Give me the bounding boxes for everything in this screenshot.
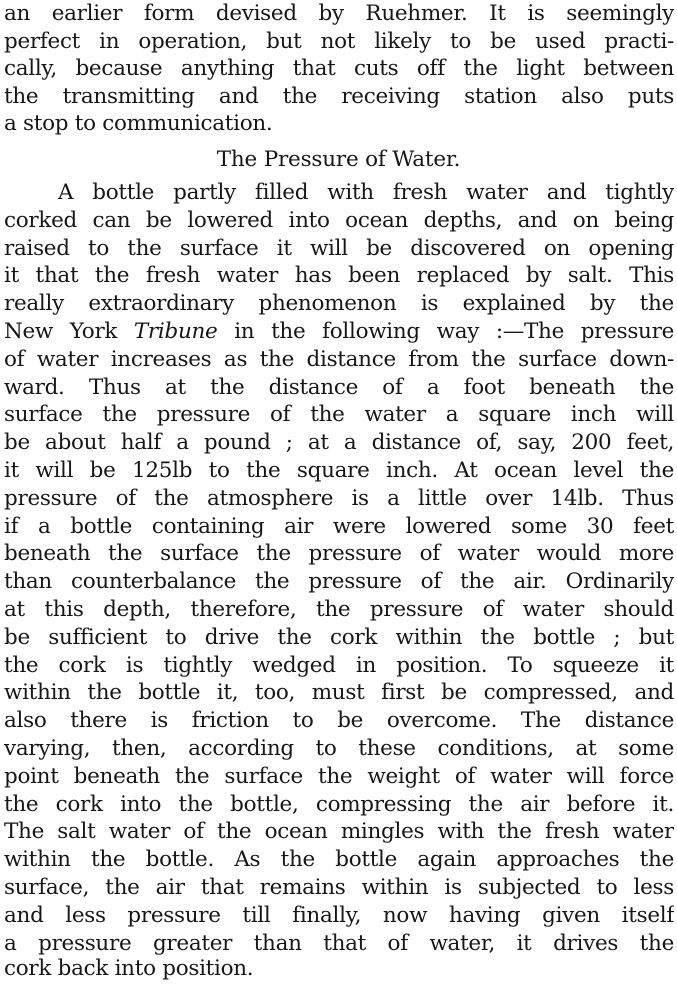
body-line-11: it will be 125lb to the square inch. At ocean level the xyxy=(4,458,674,483)
newspaper-title-tribune: Tribune xyxy=(133,319,218,344)
body-line-23: the cork into the bottle, compressing the air before it. xyxy=(4,791,674,817)
article-heading: The Pressure of Water. xyxy=(216,147,461,172)
body-line-6-post: in the following way :—The pressure xyxy=(217,319,674,344)
body-line-2: corked can be lowered into ocean depths, and on being xyxy=(4,207,674,233)
body-line-20: also there is friction to be overcome. The distance xyxy=(4,708,674,734)
body-line-9: surface the pressure of the water a square inch will xyxy=(4,402,674,428)
body-line-24: The salt water of the ocean mingles with the fresh water xyxy=(4,819,674,845)
body-line-3: raised to the surface it will be discovered on opening xyxy=(4,235,674,261)
intro-line-4: the transmitting and the receiving station also puts xyxy=(4,83,674,109)
body-line-16: at this depth, therefore, the pressure of water should xyxy=(4,597,674,622)
body-line-15: than counterbalance the pressure of the air. Ordinarily xyxy=(4,569,674,595)
body-line-29: cork back into position. xyxy=(4,956,254,981)
body-line-28: a pressure greater than that of water, it drives the xyxy=(4,930,674,956)
body-line-10: be about half a pound ; at a distance of, say, 200 feet, xyxy=(4,430,674,456)
body-line-12: pressure of the atmosphere is a little over 14lb. Thus xyxy=(4,485,674,511)
body-line-27: and less pressure till finally, now having given itself xyxy=(4,902,674,928)
body-line-19: within the bottle it, too, must first be compressed, and xyxy=(4,680,674,706)
body-line-7: of water increases as the distance from the surface down- xyxy=(4,346,674,372)
intro-line-5: a stop to communication. xyxy=(4,111,273,136)
body-line-21: varying, then, according to these conditions, at some xyxy=(4,736,674,761)
body-line-6-pre: New York xyxy=(4,319,134,344)
body-line-8: ward. Thus at the distance of a foot beneath the xyxy=(4,374,674,400)
body-line-17: be sufficient to drive the cork within the bottle ; but xyxy=(4,624,674,650)
body-line-18: the cork is tightly wedged in position. To squeeze it xyxy=(4,652,674,678)
intro-line-2: perfect in operation, but not likely to be used practi- xyxy=(4,28,674,54)
body-line-22: point beneath the surface the weight of water will force xyxy=(4,763,674,789)
body-line-26: surface, the air that remains within is subjected to less xyxy=(4,875,674,900)
intro-line-1: an earlier form devised by Ruehmer. It is seemingly xyxy=(4,1,674,26)
body-line-14: beneath the surface the pressure of water would more xyxy=(4,541,674,567)
body-line-25: within the bottle. As the bottle again approaches the xyxy=(4,847,674,873)
intro-line-3: cally, because anything that cuts off the light between xyxy=(4,56,674,81)
body-line-1: A bottle partly filled with fresh water and tightly xyxy=(58,180,674,205)
body-line-5: really extraordinary phenomenon is explained by the xyxy=(4,291,674,317)
body-line-6 xyxy=(4,318,674,346)
body-line-4: it that the fresh water has been replaced by salt. This xyxy=(4,263,674,289)
body-line-13: if a bottle containing air were lowered some 30 feet xyxy=(4,513,674,539)
